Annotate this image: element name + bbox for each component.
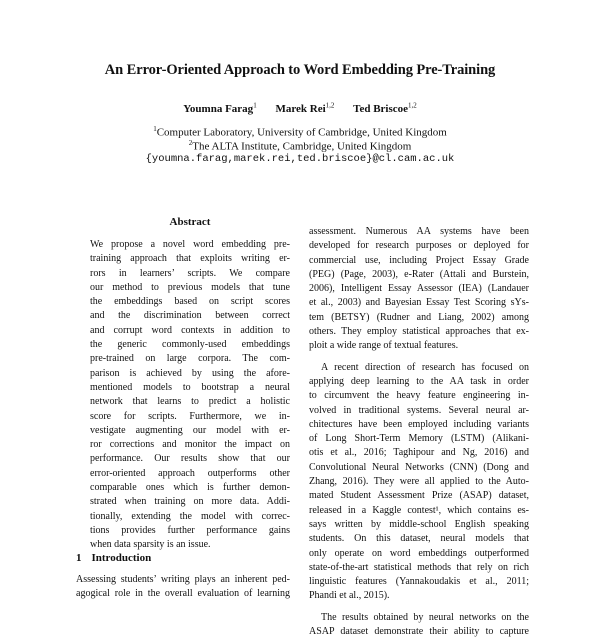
author-name: Youmna Farag	[183, 102, 254, 115]
author-name: Ted Briscoe	[353, 102, 409, 115]
body-line: to circumvent the heavy feature engineering in-	[309, 390, 529, 402]
abstract-heading: Abstract	[169, 216, 211, 228]
abstract-line: pre-trained on large corpora. The com-	[90, 353, 290, 365]
abstract-line: score for scripts. Furthermore, we in-	[90, 410, 290, 422]
author-affil-sup: 1,2	[325, 101, 335, 109]
abstract-line: tionally, extending the model with correc-	[90, 510, 290, 522]
body-line: others. They employ statistical approaches that ex-	[309, 326, 529, 338]
abstract-line: and corrupt word contexts in addition to	[90, 324, 290, 336]
affiliation-2	[0, 139, 600, 153]
body-line: assessment. Numerous AA systems have been	[309, 226, 529, 237]
author-affil-sup: 1,2	[408, 101, 417, 109]
right-column-body	[309, 225, 529, 639]
abstract-body	[90, 238, 290, 553]
body-line: A recent direction of research has focused on	[321, 361, 529, 373]
body-line: tem (BETSY) (Rudner and Liang, 2002) among	[309, 311, 529, 323]
paragraph-gap	[309, 604, 529, 611]
paper-title: An Error-Oriented Approach to Word Embedding Pre-Training	[104, 62, 496, 78]
abstract-line: our method to previous models that tune	[90, 281, 290, 293]
body-line: Zhang, 2016). They were all applied to the Auto-	[309, 476, 529, 488]
abstract-line: parison is achieved by using the afore-	[90, 367, 290, 379]
author-3	[353, 103, 417, 115]
abstract-line: when data sparsity is an issue.	[90, 539, 211, 551]
affiliation-text: The ALTA Institute, Cambridge, United Kingdom	[192, 140, 412, 153]
body-line: Convolutional Neural Networks (CNN) (Dong and	[309, 461, 529, 473]
abstract-line: tions provides further performance gains	[90, 524, 290, 536]
body-line: (PEG) (Page, 2003), e-Rater (Attali and Burstein,	[309, 268, 529, 280]
abstract-line: the embeddings based on script scores	[90, 296, 290, 308]
abstract-line: vestigate augmenting our model with er-	[90, 424, 290, 436]
body-line: released in a Kaggle contest¹, which contains es-	[309, 504, 529, 516]
body-line: The results obtained by neural networks on the	[321, 611, 529, 623]
abstract-line: error-oriented approach outperforms other	[90, 467, 290, 479]
author-list	[0, 101, 600, 115]
introduction-body	[76, 573, 290, 602]
body-line: says written by middle-school English speaking	[309, 518, 529, 530]
abstract-line: mentioned models to bootstrap a neural	[90, 381, 290, 393]
intro-line: Assessing students’ writing plays an inherent ped-	[76, 574, 290, 585]
author-2	[275, 103, 334, 115]
abstract-line: training approach that exploits writing er-	[90, 253, 290, 265]
abstract-line: the generic commonly-used embeddings	[90, 339, 290, 351]
affiliation-sup: 1	[153, 125, 157, 133]
abstract-line: ror corrections and monitor the impact on	[90, 439, 290, 451]
body-line: applying deep learning to the AA task in order	[309, 375, 529, 387]
body-line: of Long Short-Term Memory (LSTM) (Alikani-	[309, 433, 529, 445]
body-line: state-of-the-art statistical methods that rely on rich	[309, 561, 529, 573]
body-line: otis et al., 2016; Taghipour and Ng, 2016) and	[309, 447, 529, 459]
author-name: Marek Rei	[275, 102, 326, 115]
body-line: developed for research purposes or deployed for	[309, 240, 529, 252]
body-line: Phandi et al., 2015).	[309, 590, 390, 602]
author-affil-sup: 1	[253, 101, 257, 109]
body-line: ASAP dataset demonstrate their ability to capture	[309, 626, 529, 638]
section-heading-introduction	[76, 552, 151, 564]
body-line: mated Student Assessment Prize (ASAP) dataset,	[309, 490, 529, 502]
affiliation-sup: 2	[188, 139, 193, 147]
abstract-line: network that learns to predict a holistic	[90, 396, 290, 408]
intro-line: agogical role in the overall evaluation of learning	[76, 588, 290, 600]
abstract-line: comparable ones which is further demon-	[90, 482, 290, 494]
body-line: only operate on word embeddings outperformed	[309, 547, 529, 559]
paragraph-gap	[309, 354, 529, 361]
abstract-line: rors in learners’ scripts. We compare	[90, 267, 290, 279]
body-line: et al., 2003) and Bayesian Essay Test Scoring sYs-	[309, 297, 529, 309]
body-line: volved in traditional systems. Several neural ar-	[309, 404, 529, 416]
abstract-line: and the discrimination between correct	[90, 310, 290, 322]
abstract-line: We propose a novel word embedding pre-	[90, 239, 290, 250]
body-line: 2006), Intelligent Essay Assessor (IEA) (Landauer	[309, 283, 529, 295]
body-line: linguistic features (Yannakoudakis et al., 2011;	[309, 576, 529, 588]
author-1	[183, 103, 256, 115]
body-line: chitectures have been employed including variants	[309, 418, 529, 430]
section-title: Introduction	[91, 552, 152, 564]
body-line: commercial use, including Project Essay Grade	[309, 254, 529, 266]
affiliation-text: Computer Laboratory, University of Cambridge, United Kingdom	[156, 126, 447, 139]
body-line: ploit a wide range of textual features.	[309, 340, 459, 352]
section-number: 1	[76, 552, 82, 564]
affiliation-1	[0, 125, 600, 139]
body-line: students. On this dataset, neural models that	[309, 533, 529, 545]
author-emails[interactable]: {youmna.farag,marek.rei,ted.briscoe}@cl.cam.ac.uk	[145, 153, 455, 165]
abstract-line: strated when training on more data. Addi-	[90, 496, 290, 508]
abstract-line: performance. Our results show that our	[90, 453, 290, 465]
